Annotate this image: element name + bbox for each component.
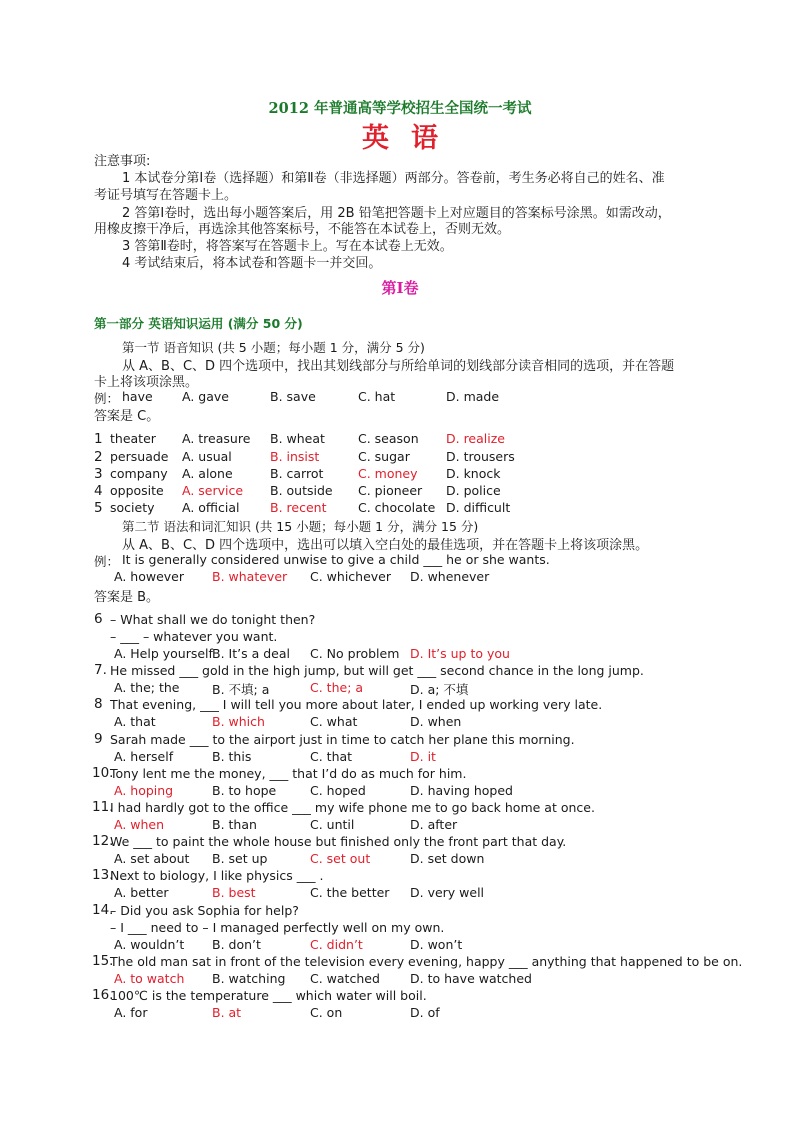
question-text: The old man sat in front of the television every evening, happy ___ anything that happened to be on.: [110, 953, 743, 969]
question-option-b: B. It’s a deal: [212, 646, 290, 661]
phonetic-option-c: C. sugar: [358, 449, 410, 464]
question-option-b: B. than: [212, 817, 257, 832]
example-option-c: C. hat: [358, 389, 396, 404]
section2-title: 第二节 语法和词汇知识 (共 15 小题；每小题 1 分，满分 15 分): [122, 519, 479, 534]
question-option-b: B. which: [212, 714, 265, 730]
phonetic-option-b: B. carrot: [270, 466, 324, 481]
phonetic-option-b: B. wheat: [270, 431, 325, 446]
question-text-line2: – ___ – whatever you want.: [110, 629, 278, 644]
question-option-d: D. very well: [410, 885, 485, 901]
phonetic-number: 5: [94, 500, 103, 516]
example2-question: It is generally considered unwise to give a child ___ he or she wants.: [122, 552, 550, 567]
question-option-a: A. set about: [114, 851, 190, 867]
phonetic-option-a: A. usual: [182, 449, 232, 464]
question-number: 11.: [92, 799, 114, 815]
question-text: That evening, ___ I will tell you more about later, I ended up working very late.: [110, 697, 603, 713]
phonetic-option-d: D. knock: [446, 466, 501, 481]
question-option-d: D. It’s up to you: [410, 646, 510, 661]
phonetic-number: 1: [94, 431, 103, 447]
question-option-c: C. watched: [310, 970, 380, 986]
phonetic-word: theater: [110, 431, 156, 446]
phonetic-number: 4: [94, 483, 103, 499]
question-option-a: A. when: [114, 817, 165, 832]
question-number: 13.: [92, 867, 114, 884]
phonetic-number: 2: [94, 449, 103, 465]
example-option-a: A. gave: [182, 389, 229, 404]
subject-title: 英语: [362, 123, 460, 154]
question-number: 14.: [92, 901, 114, 918]
question-text: – Did you ask Sophia for help?: [110, 902, 299, 918]
question-text: – What shall we do tonight then?: [110, 612, 316, 627]
question-option-d: D. it: [410, 748, 436, 764]
question-option-a: A. Help yourself: [114, 646, 213, 661]
question-option-b: B. watching: [212, 970, 286, 986]
example-label: 例：: [94, 391, 120, 406]
note-3: 3 答第Ⅱ卷时，将答案写在答题卡上。写在本试卷上无效。: [122, 239, 453, 254]
question-number: 6: [94, 611, 103, 627]
question-option-c: C. on: [310, 1005, 343, 1020]
question-option-c: C. the better: [310, 885, 390, 901]
question-option-a: A. better: [114, 885, 169, 901]
phonetic-option-c: C. chocolate: [358, 500, 436, 515]
phonetic-option-d: D. difficult: [446, 500, 511, 515]
section2-instruction: 从 A、B、C、D 四个选项中，选出可以填入空白处的最佳选项，并在答题卡上将该项涂黑。: [122, 538, 649, 553]
section-heading: 第一部分 英语知识运用 (满分 50 分): [94, 316, 303, 331]
question-option-c: C. didn’t: [310, 936, 363, 952]
question-option-d: D. of: [410, 1005, 440, 1020]
question-option-d: D. a; 不填: [410, 682, 469, 698]
notes-heading: 注意事项:: [94, 154, 151, 169]
example2-option-a: A. however: [114, 569, 184, 584]
note-4: 4 考试结束后，将本试卷和答题卡一并交回。: [122, 256, 382, 271]
example-word: have: [122, 389, 153, 404]
question-option-d: D. set down: [410, 851, 485, 867]
question-option-a: A. that: [114, 714, 156, 730]
section1-instruction-b: 卡上将该项涂黑。: [94, 375, 199, 390]
question-option-d: D. having hoped: [410, 782, 513, 798]
question-option-c: C. until: [310, 817, 355, 832]
question-option-a: A. herself: [114, 748, 174, 764]
question-option-c: C. that: [310, 748, 353, 764]
phonetic-word: opposite: [110, 483, 164, 498]
phonetic-option-c: C. money: [358, 466, 418, 481]
example2-answer: 答案是 B。: [94, 590, 160, 605]
question-option-b: B. 不填; a: [212, 682, 270, 698]
question-option-d: D. won’t: [410, 936, 463, 952]
question-option-c: C. hoped: [310, 782, 366, 798]
question-text: Tony lent me the money, ___ that I’d do as much for him.: [110, 765, 467, 781]
phonetic-option-d: D. realize: [446, 431, 505, 446]
question-option-d: D. when: [410, 714, 462, 730]
exam-title: 2012 年普通高等学校招生全国统一考试: [268, 100, 532, 117]
example-option-d: D. made: [446, 389, 500, 404]
example-option-b: B. save: [270, 389, 316, 404]
question-option-a: A. hoping: [114, 782, 174, 798]
phonetic-word: society: [110, 500, 155, 515]
question-text: Sarah made ___ to the airport just in time to catch her plane this morning.: [110, 731, 575, 747]
question-number: 12.: [92, 833, 114, 850]
question-number: 7.: [94, 662, 107, 679]
question-number: 15.: [92, 952, 114, 969]
phonetic-option-a: A. treasure: [182, 431, 251, 446]
question-option-b: B. this: [212, 748, 252, 764]
note-2b: 用橡皮擦干净后，再选涂其他答案标号，不能答在本试卷上，否则无效。: [94, 222, 511, 237]
phonetic-option-b: B. insist: [270, 449, 320, 464]
question-option-c: C. No problem: [310, 646, 400, 661]
question-option-a: A. to watch: [114, 970, 185, 986]
question-text: Next to biology, I like physics ___ .: [110, 868, 324, 884]
phonetic-option-a: A. alone: [182, 466, 233, 481]
example-answer: 答案是 C。: [94, 409, 160, 424]
question-option-d: D. to have watched: [410, 970, 532, 986]
question-number: 8: [94, 696, 103, 713]
section1-title: 第一节 语音知识 (共 5 小题；每小题 1 分，满分 5 分): [122, 340, 425, 355]
question-option-a: A. wouldn’t: [114, 936, 185, 952]
example2-option-c: C. whichever: [310, 569, 392, 584]
example2-option-d: D. whenever: [410, 569, 490, 584]
question-option-b: B. at: [212, 1005, 242, 1020]
note-1a: 1 本试卷分第Ⅰ卷（选择题）和第Ⅱ卷（非选择题）两部分。答卷前，考生务必将自己的姓名、准: [122, 171, 665, 186]
question-number: 10.: [92, 764, 114, 781]
note-1b: 考证号填写在答题卡上。: [94, 188, 238, 203]
phonetic-word: persuade: [110, 449, 169, 464]
phonetic-number: 3: [94, 466, 103, 482]
section1-instruction-a: 从 A、B、C、D 四个选项中，找出其划线部分与所给单词的划线部分读音相同的选项，并在答题: [122, 359, 675, 374]
note-2a: 2 答第Ⅰ卷时，选出每小题答案后，用 2B 铅笔把答题卡上对应题目的答案标号涂黑。如需改动，: [122, 206, 671, 221]
question-option-b: B. don’t: [212, 936, 261, 952]
question-option-a: A. for: [114, 1005, 148, 1020]
question-text: I had hardly got to the office ___ my wife phone me to go back home at once.: [110, 800, 595, 815]
phonetic-option-c: C. pioneer: [358, 483, 423, 498]
question-option-d: D. after: [410, 817, 458, 832]
phonetic-option-a: A. service: [182, 483, 244, 498]
question-option-b: B. set up: [212, 851, 268, 867]
part-title: 第Ⅰ卷: [381, 279, 419, 297]
example2-label: 例：: [94, 554, 120, 569]
question-option-c: C. the; a: [310, 680, 364, 696]
question-number: 16.: [92, 987, 114, 1003]
question-option-c: C. set out: [310, 851, 371, 867]
phonetic-option-d: D. police: [446, 483, 501, 498]
phonetic-option-c: C. season: [358, 431, 419, 446]
phonetic-option-d: D. trousers: [446, 449, 515, 464]
phonetic-option-a: A. official: [182, 500, 240, 515]
phonetic-option-b: B. outside: [270, 483, 333, 498]
question-text: 100℃ is the temperature ___ which water will boil.: [110, 988, 427, 1003]
question-number: 9: [94, 730, 103, 747]
question-text: We ___ to paint the whole house but finished only the front part that day.: [110, 834, 567, 850]
question-text: He missed ___ gold in the high jump, but will get ___ second chance in the long jump.: [110, 663, 644, 679]
phonetic-option-b: B. recent: [270, 500, 327, 515]
question-option-b: B. to hope: [212, 782, 277, 798]
example2-option-b: B. whatever: [212, 569, 288, 584]
question-option-a: A. the; the: [114, 680, 180, 696]
question-text-line2: – I ___ need to – I managed perfectly well on my own.: [110, 919, 445, 935]
question-option-c: C. what: [310, 714, 358, 730]
phonetic-word: company: [110, 466, 168, 481]
question-option-b: B. best: [212, 885, 256, 901]
